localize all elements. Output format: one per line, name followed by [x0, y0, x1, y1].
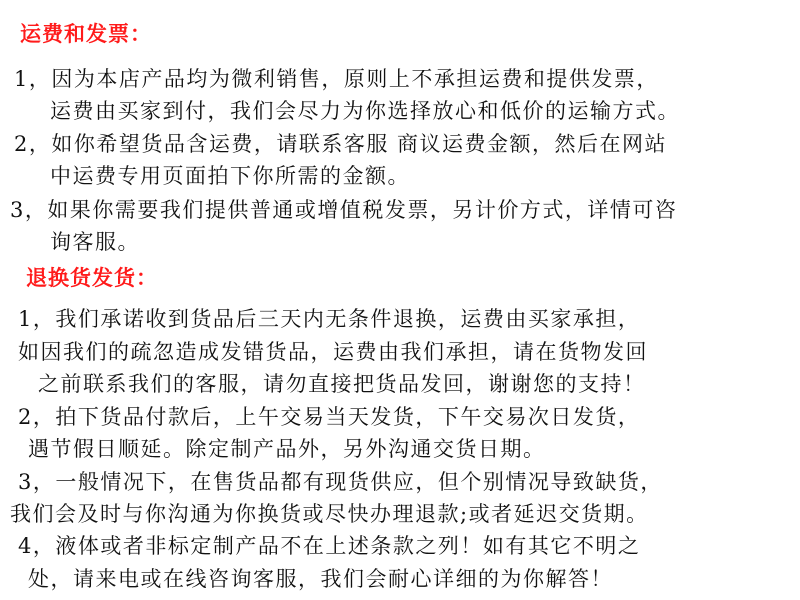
returns-line-1: 1，我们承诺收到货品后三天内无条件退换，运费由买家承担， — [18, 307, 641, 331]
shipping-line-6: 询客服。 — [50, 230, 140, 254]
shipping-line-1: 1，因为本店产品均为微利销售，原则上不承担运费和提供发票， — [14, 67, 659, 91]
returns-line-5: 遇节假日顺延。除定制产品外，另外沟通交货日期。 — [28, 437, 546, 461]
returns-line-2: 如因我们的疏忽造成发错货品，运费由我们承担，请在货物发回 — [18, 340, 648, 364]
shipping-line-5: 3，如果你需要我们提供普通或增值税发票，另计价方式，详情可咨 — [10, 198, 678, 222]
returns-line-8: 4，液体或者非标定制产品不在上述条款之列！如有其它不明之 — [18, 534, 641, 558]
returns-line-9: 处，请来电或在线咨询客服，我们会耐心详细的为你解答！ — [28, 567, 613, 591]
returns-delivery-heading: 退换货发货： — [26, 266, 158, 290]
shipping-invoice-heading: 运费和发票： — [20, 22, 152, 46]
shipping-line-3: 2，如你希望货品含运费，请联系客服 商议运费金额，然后在网站 — [14, 132, 668, 156]
returns-line-7: 我们会及时与你沟通为你换货或尽快办理退款;或者延迟交货期。 — [10, 502, 649, 526]
returns-line-4: 2，拍下货品付款后，上午交易当天发货，下午交易次日发货， — [18, 405, 641, 429]
shipping-line-4: 中运费专用页面拍下你所需的金额。 — [50, 164, 410, 188]
shipping-line-2: 运费由买家到付，我们会尽力为你选择放心和低价的运输方式。 — [50, 99, 680, 123]
returns-line-3: 之前联系我们的客服，请勿直接把货品发回，谢谢您的支持！ — [38, 372, 646, 396]
returns-line-6: 3，一般情况下，在售货品都有现货供应，但个别情况导致缺货， — [18, 470, 663, 494]
